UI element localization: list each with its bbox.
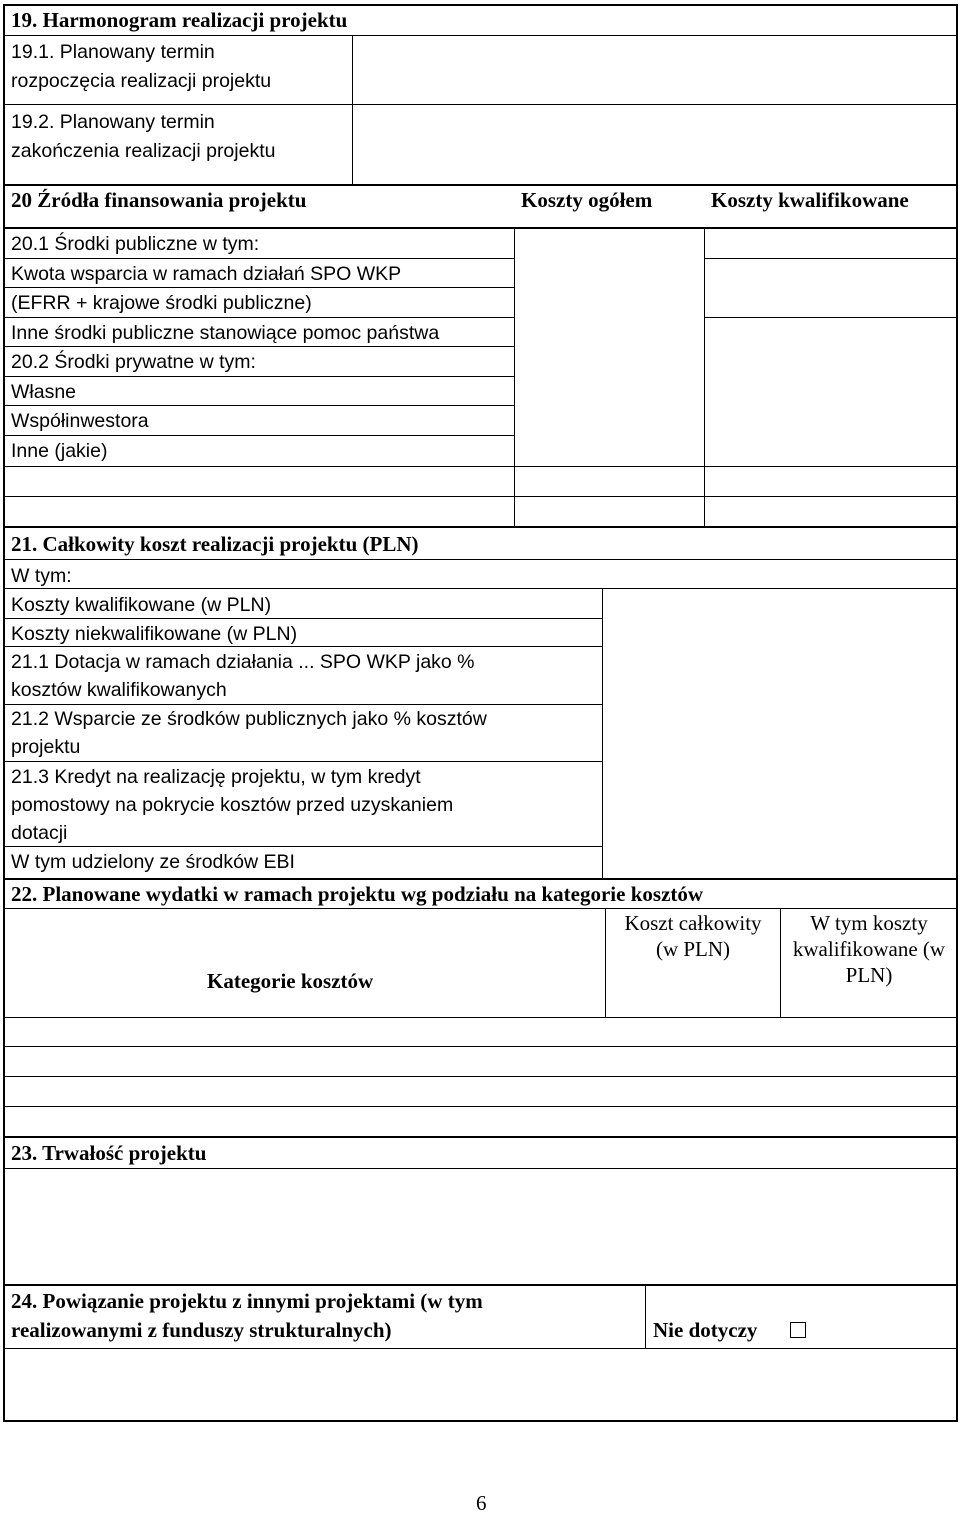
divider [705, 258, 958, 259]
row-credit-line1: 21.3 Kredyt na realizację projektu, w tym kredyt [11, 766, 421, 788]
row-spo-wkp-support: Kwota wsparcia w ramach działań SPO WKP [11, 263, 402, 285]
divider [3, 466, 958, 467]
section-22-title: 22. Planowane wydatki w ramach projektu wg podziału na kategorie kosztów [11, 882, 704, 906]
section-21-title: 21. Całkowity koszt realizacji projektu (PLN) [11, 532, 419, 556]
divider [3, 588, 958, 589]
row-own: Własne [11, 381, 77, 403]
section-19-title: 19. Harmonogram realizacji projektu [11, 8, 348, 32]
col-eligible-cost: W tym koszty kwalifikowane (w PLN) [792, 911, 946, 987]
col-total-cost: Koszt całkowity (w PLN) [624, 911, 762, 961]
row-eligible-pln: Koszty kwalifikowane (w PLN) [11, 594, 272, 616]
divider [3, 405, 515, 406]
divider [3, 1046, 958, 1047]
row-credit-line2: pomostowy na pokrycie kosztów przed uzyskaniem [11, 794, 454, 816]
not-applicable-label: Nie dotyczy [653, 1318, 758, 1342]
divider [605, 908, 606, 1017]
divider [3, 1106, 958, 1107]
col-eligible-costs: Koszty kwalifikowane [711, 188, 909, 212]
row-ineligible-pln: Koszty niekwalifikowane (w PLN) [11, 623, 298, 645]
start-date-field[interactable] [360, 38, 950, 102]
divider [3, 761, 603, 762]
row-credit-line3: dotacji [11, 822, 68, 844]
start-date-label-line1: 19.1. Planowany termin [11, 41, 215, 63]
row-co-investor: Współinwestora [11, 410, 149, 432]
row-public-support-pct-line2: projektu [11, 736, 81, 758]
related-projects-field[interactable] [11, 1352, 951, 1418]
end-date-label-line2: zakończenia realizacji projektu [11, 140, 276, 162]
row-public-funds: 20.1 Środki publiczne w tym: [11, 233, 260, 255]
divider [3, 227, 958, 229]
col-total-costs: Koszty ogółem [521, 188, 653, 212]
row-ebi: W tym udzielony ze środków EBI [11, 851, 295, 873]
section-23-title: 23. Trwałość projektu [11, 1141, 207, 1165]
divider [645, 1284, 646, 1348]
end-date-field[interactable] [360, 108, 950, 182]
divider [514, 227, 515, 527]
row-grant-pct-line2: kosztów kwalifikowanych [11, 679, 227, 701]
row-public-support-pct-line1: 21.2 Wsparcie ze środków publicznych jako % kosztów [11, 708, 487, 730]
end-date-label-line1: 19.2. Planowany termin [11, 111, 215, 133]
start-date-label-line2: rozpoczęcia realizacji projektu [11, 70, 272, 92]
row-other-public: Inne środki publiczne stanowiące pomoc państwa [11, 322, 440, 344]
divider [780, 908, 781, 1017]
row-in-this: W tym: [11, 565, 72, 587]
page-number: 6 [476, 1491, 487, 1515]
row-private-funds: 20.2 Środki prywatne w tym: [11, 351, 256, 373]
divider [3, 35, 958, 36]
section-20-title: 20 Źródła finansowania projektu [11, 188, 307, 212]
divider [3, 1168, 958, 1169]
sustainability-field[interactable] [11, 1172, 951, 1282]
divider [602, 588, 603, 879]
divider [3, 1017, 958, 1018]
divider [3, 104, 958, 105]
divider [3, 559, 958, 560]
row-grant-pct-line1: 21.1 Dotacja w ramach działania ... SPO WKP jako % [11, 651, 475, 673]
divider [3, 496, 958, 497]
divider [704, 227, 705, 527]
not-applicable-checkbox[interactable] [790, 1322, 806, 1338]
divider [705, 317, 958, 318]
section-24-title-line2: realizowanymi z funduszy strukturalnych) [11, 1318, 392, 1342]
divider [3, 1076, 958, 1077]
row-other: Inne (jakie) [11, 440, 108, 462]
divider [352, 35, 353, 185]
divider [3, 1348, 958, 1349]
divider [3, 846, 603, 847]
col-cost-categories: Kategorie kosztów [207, 969, 374, 993]
row-efrr: (EFRR + krajowe środki publiczne) [11, 292, 312, 314]
section-24-title-line1: 24. Powiązanie projektu z innymi projektami (w tym [11, 1289, 483, 1313]
